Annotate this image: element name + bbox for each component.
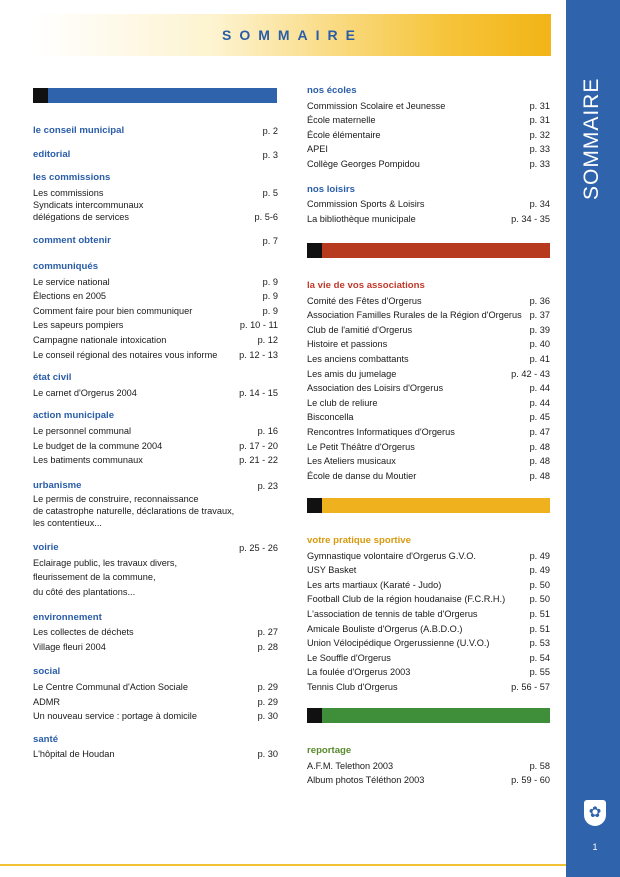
section-title: environnement — [33, 611, 102, 623]
page-ref: p. 49 — [529, 550, 550, 561]
toc-entry[interactable] — [33, 453, 278, 468]
section-social — [33, 665, 278, 723]
entry-label: Union Vélocipédique Orgerussienne (U.V.O.) — [307, 638, 490, 649]
divider-square — [307, 498, 322, 513]
page-ref: p. 56 - 57 — [511, 681, 550, 692]
page-ref: p. 5-6 — [254, 212, 278, 223]
page-ref: p. 34 — [529, 199, 550, 210]
page-ref: p. 39 — [529, 324, 550, 335]
page-ref: p. 33 — [529, 144, 550, 155]
page-ref: p. 3 — [262, 149, 278, 160]
entry-label: Commission Sports & Loisirs — [307, 199, 425, 210]
page-ref: p. 37 — [529, 310, 550, 321]
page-ref: p. 29 — [257, 682, 278, 693]
entry-label: Club de l'amitié d'Orgerus — [307, 324, 413, 335]
entry-label: Le Petit Théâtre d'Orgerus — [307, 441, 415, 452]
toc-entry[interactable] — [33, 200, 278, 211]
page-ref: p. 25 - 26 — [239, 543, 278, 554]
divider-square — [307, 243, 322, 258]
divider-bar-orange — [307, 498, 550, 513]
toc-entry[interactable] — [33, 386, 278, 401]
toc-entry[interactable] — [33, 211, 278, 223]
toc-entry[interactable] — [307, 563, 550, 578]
toc-entry[interactable] — [307, 396, 550, 411]
entry-label: École élémentaire — [307, 129, 381, 140]
page-ref: p. 12 - 13 — [239, 349, 278, 360]
toc-entry[interactable] — [307, 759, 550, 774]
toc-entry[interactable] — [33, 186, 278, 201]
toc-entry[interactable] — [307, 128, 550, 143]
entry-label: Comité des Fêtes d'Orgerus — [307, 295, 422, 306]
entry-label: Le personnel communal — [33, 425, 132, 436]
entry-label: Comment faire pour bien communiquer — [33, 305, 193, 316]
toc-entry[interactable] — [307, 99, 550, 114]
toc-entry[interactable] — [307, 592, 550, 607]
toc-entry[interactable] — [307, 578, 550, 593]
entry-label: Album photos Téléthon 2003 — [307, 775, 425, 786]
toc-entry[interactable] — [307, 142, 550, 157]
page-ref: p. 23 — [257, 480, 278, 491]
toc-entry[interactable] — [33, 318, 278, 333]
entry-label: Collège Georges Pompidou — [307, 158, 420, 169]
toc-entry[interactable] — [33, 680, 278, 695]
entry-label: ADMR — [33, 696, 61, 707]
right-column-associations — [307, 279, 550, 483]
toc-entry[interactable] — [307, 773, 550, 788]
page-ref: p. 29 — [257, 696, 278, 707]
toc-entry[interactable] — [33, 333, 278, 348]
section-loisirs — [307, 183, 550, 227]
entry-label: Les amis du jumelage — [307, 368, 397, 379]
page-ref: p. 44 — [529, 383, 550, 394]
page-ref: p. 59 - 60 — [511, 775, 550, 786]
entry-label: délégations de services — [33, 212, 130, 223]
section-commissions — [33, 171, 278, 223]
entry-label: L'association de tennis de table d'Orgerus — [307, 608, 478, 619]
right-column-reportage — [307, 744, 550, 788]
toc-entry[interactable] — [33, 747, 278, 762]
toc-entry[interactable] — [33, 289, 278, 304]
section-title: comment obtenir — [33, 235, 111, 247]
entry-label: Football Club de la région houdanaise (F.C.R.H.) — [307, 594, 506, 605]
sidebar-title: SOMMAIRE — [580, 77, 603, 200]
section-title: voirie — [33, 542, 59, 554]
section-title: votre pratique sportive — [307, 535, 411, 546]
page-ref: p. 50 — [529, 579, 550, 590]
toc-entry[interactable] — [33, 640, 278, 655]
page-ref: p. 42 - 43 — [511, 368, 550, 379]
list-item — [33, 556, 278, 571]
toc-entry[interactable] — [307, 381, 550, 396]
section-title: santé — [33, 733, 59, 745]
section-description: Le permis de construire, reconnaissance de catastrophe naturelle, déclarations de travaux, les contentieux... — [33, 494, 235, 529]
toc-entry[interactable] — [307, 113, 550, 128]
entry-label: Les sapeurs pompiers — [33, 320, 124, 331]
toc-entry[interactable] — [307, 410, 550, 425]
page-ref: p. 53 — [529, 638, 550, 649]
entry-label: du côté des plantations... — [33, 587, 136, 598]
toc-entry[interactable] — [33, 348, 278, 363]
toc-entry[interactable] — [307, 157, 550, 172]
toc-entry-conseil[interactable] — [33, 124, 278, 139]
toc-entry[interactable] — [307, 212, 550, 227]
entry-label: APEI — [307, 144, 328, 155]
entry-label: Gymnastique volontaire d'Orgerus G.V.O. — [307, 550, 476, 561]
toc-entry[interactable] — [307, 680, 550, 695]
entry-label: La foulée d'Orgerus 2003 — [307, 667, 411, 678]
entry-label: Association des Loisirs d'Orgerus — [307, 383, 444, 394]
page-ref: p. 50 — [529, 594, 550, 605]
page-ref: p. 34 - 35 — [511, 213, 550, 224]
entry-label: Élections en 2005 — [33, 291, 107, 302]
entry-label: Le conseil régional des notaires vous informe — [33, 349, 218, 360]
page-ref: p. 36 — [529, 295, 550, 306]
entry-label: Amicale Bouliste d'Orgerus (A.B.D.O.) — [307, 623, 463, 634]
page-ref: p. 47 — [529, 426, 550, 437]
toc-entry[interactable] — [307, 440, 550, 455]
section-title: nos loisirs — [307, 183, 355, 195]
page-ref: p. 10 - 11 — [239, 320, 278, 331]
divider-fill — [322, 498, 550, 513]
entry-label: Histoire et passions — [307, 339, 388, 350]
section-sante — [33, 733, 278, 762]
entry-label: L'hôpital de Houdan — [33, 749, 115, 760]
list-item — [33, 585, 278, 600]
section-sportive — [307, 534, 550, 695]
section-ecoles — [307, 84, 550, 172]
entry-label: École de danse du Moutier — [307, 470, 417, 481]
page-ref: p. 30 — [257, 749, 278, 760]
divider-bar-green — [307, 708, 550, 723]
section-title: état civil — [33, 372, 72, 384]
entry-label: Eclairage public, les travaux divers, — [33, 557, 178, 568]
entry-label: Les anciens combattants — [307, 353, 409, 364]
entry-label: Les batiments communaux — [33, 455, 143, 466]
page-ref: p. 55 — [529, 667, 550, 678]
entry-label: Le club de reliure — [307, 397, 378, 408]
toc-entry-comment-obtenir[interactable] — [33, 234, 278, 249]
section-action-municipale — [33, 409, 278, 467]
section-associations — [307, 279, 550, 483]
toc-entry-urbanisme[interactable] — [33, 479, 278, 494]
right-column-top — [307, 84, 550, 226]
page-ref: p. 17 - 20 — [239, 440, 278, 451]
page-ref: p. 7 — [262, 236, 278, 247]
toc-entry[interactable] — [307, 622, 550, 637]
entry-label: École maternelle — [307, 115, 376, 126]
entry-label: Bisconcella — [307, 412, 354, 423]
page-ref: p. 12 — [257, 334, 278, 345]
toc-entry[interactable] — [307, 294, 550, 309]
section-title: communiqués — [33, 260, 99, 272]
page-ref: p. 49 — [529, 565, 550, 576]
toc-entry[interactable] — [307, 636, 550, 651]
toc-entry[interactable] — [33, 625, 278, 640]
page-ref: p. 27 — [257, 627, 278, 638]
section-title: urbanisme — [33, 479, 82, 491]
toc-entry[interactable] — [33, 709, 278, 724]
page-ref: p. 32 — [529, 129, 550, 140]
page-ref: p. 5 — [262, 187, 278, 198]
toc-entry[interactable] — [307, 367, 550, 382]
entry-label: Un nouveau service : portage à domicile — [33, 711, 197, 722]
toc-entry[interactable] — [33, 275, 278, 290]
section-title: reportage — [307, 745, 352, 756]
page-ref: p. 44 — [529, 397, 550, 408]
entry-label: Le Souffle d'Orgerus — [307, 652, 391, 663]
entry-label: Les commissions — [33, 187, 104, 198]
page-title: SOMMAIRE — [222, 27, 363, 43]
page-number: 1 — [592, 842, 598, 852]
toc-entry[interactable] — [307, 197, 550, 212]
entry-label: Commission Scolaire et Jeunesse — [307, 100, 446, 111]
divider-bar-red — [307, 243, 550, 258]
left-column — [33, 124, 278, 762]
page-ref: p. 41 — [529, 353, 550, 364]
page-ref: p. 16 — [257, 425, 278, 436]
page-ref: p. 31 — [529, 115, 550, 126]
entry-label: Association Familles Rurales de la Région d'Orgerus — [307, 310, 522, 321]
entry-label: Syndicats intercommunaux — [33, 200, 144, 211]
toc-entry[interactable] — [307, 454, 550, 469]
toc-entry[interactable] — [307, 549, 550, 564]
toc-entry[interactable] — [307, 665, 550, 680]
toc-entry[interactable] — [307, 469, 550, 484]
sidebar — [566, 0, 620, 877]
entry-label: Les arts martiaux (Karaté - Judo) — [307, 579, 442, 590]
toc-entry-voirie[interactable] — [33, 541, 278, 556]
page-ref: p. 45 — [529, 412, 550, 423]
toc-entry[interactable] — [307, 607, 550, 622]
section-title: les commissions — [33, 172, 111, 184]
page-ref: p. 48 — [529, 470, 550, 481]
section-title: editorial — [33, 148, 71, 160]
page-ref: p. 9 — [262, 291, 278, 302]
divider-fill — [48, 88, 277, 103]
entry-label: Les Ateliers musicaux — [307, 456, 396, 467]
page-ref: p. 9 — [262, 305, 278, 316]
page-ref: p. 33 — [529, 158, 550, 169]
toc-entry[interactable] — [307, 337, 550, 352]
entry-label: La bibliothèque municipale — [307, 213, 416, 224]
toc-entry[interactable] — [307, 352, 550, 367]
entry-label: Le carnet d'Orgerus 2004 — [33, 387, 137, 398]
page-ref: p. 9 — [262, 276, 278, 287]
page-ref: p. 31 — [529, 100, 550, 111]
page-ref: p. 14 - 15 — [239, 387, 278, 398]
section-environnement — [33, 611, 278, 655]
header-banner — [34, 14, 551, 56]
section-title: action municipale — [33, 410, 115, 422]
entry-label: Rencontres Informatiques d'Orgerus — [307, 426, 455, 437]
divider-square — [307, 708, 322, 723]
page-ref: p. 48 — [529, 441, 550, 452]
toc-entry[interactable] — [307, 308, 550, 323]
entry-label: Le budget de la commune 2004 — [33, 440, 163, 451]
page-ref: p. 51 — [529, 608, 550, 619]
section-title: nos écoles — [307, 85, 357, 96]
page-ref: p. 40 — [529, 339, 550, 350]
section-communiques — [33, 260, 278, 362]
page-ref: p. 30 — [257, 711, 278, 722]
page-ref: p. 51 — [529, 623, 550, 634]
page-ref: p. 21 - 22 — [239, 455, 278, 466]
page-ref: p. 2 — [262, 126, 278, 136]
page-ref: p. 58 — [529, 760, 550, 771]
toc-entry[interactable] — [33, 304, 278, 319]
entry-label: Le service national — [33, 276, 110, 287]
section-etat-civil — [33, 371, 278, 400]
page-ref: p. 54 — [529, 652, 550, 663]
section-reportage — [307, 744, 550, 788]
section-voirie — [33, 541, 278, 599]
section-title: la vie de vos associations — [307, 280, 425, 291]
section-urbanisme — [33, 479, 278, 530]
toc-entry[interactable] — [307, 323, 550, 338]
section-title: le conseil municipal — [33, 125, 125, 136]
right-column-sport — [307, 534, 550, 695]
section-title: social — [33, 666, 61, 678]
entry-label: Tennis Club d'Orgerus — [307, 681, 398, 692]
page-ref: p. 28 — [257, 641, 278, 652]
divider-square — [33, 88, 48, 103]
divider-fill — [322, 708, 550, 723]
entry-label: USY Basket — [307, 565, 357, 576]
toc-entry-editorial[interactable] — [33, 148, 278, 163]
entry-label: Les collectes de déchets — [33, 627, 134, 638]
toc-entry[interactable] — [33, 695, 278, 710]
bottom-rule — [0, 864, 566, 866]
toc-entry[interactable] — [33, 424, 278, 439]
rooster-icon: ✿ — [584, 800, 606, 826]
entry-label: Village fleuri 2004 — [33, 641, 106, 652]
entry-label: Le Centre Communal d'Action Sociale — [33, 682, 188, 693]
divider-fill — [322, 243, 550, 258]
list-item — [33, 570, 278, 585]
page-ref: p. 48 — [529, 456, 550, 467]
divider-bar-blue — [33, 88, 277, 103]
entry-label: fleurissement de la commune, — [33, 572, 156, 583]
entry-label: A.F.M. Telethon 2003 — [307, 760, 394, 771]
toc-entry[interactable] — [33, 439, 278, 454]
toc-entry[interactable] — [307, 425, 550, 440]
entry-label: Campagne nationale intoxication — [33, 334, 167, 345]
toc-entry[interactable] — [307, 651, 550, 666]
